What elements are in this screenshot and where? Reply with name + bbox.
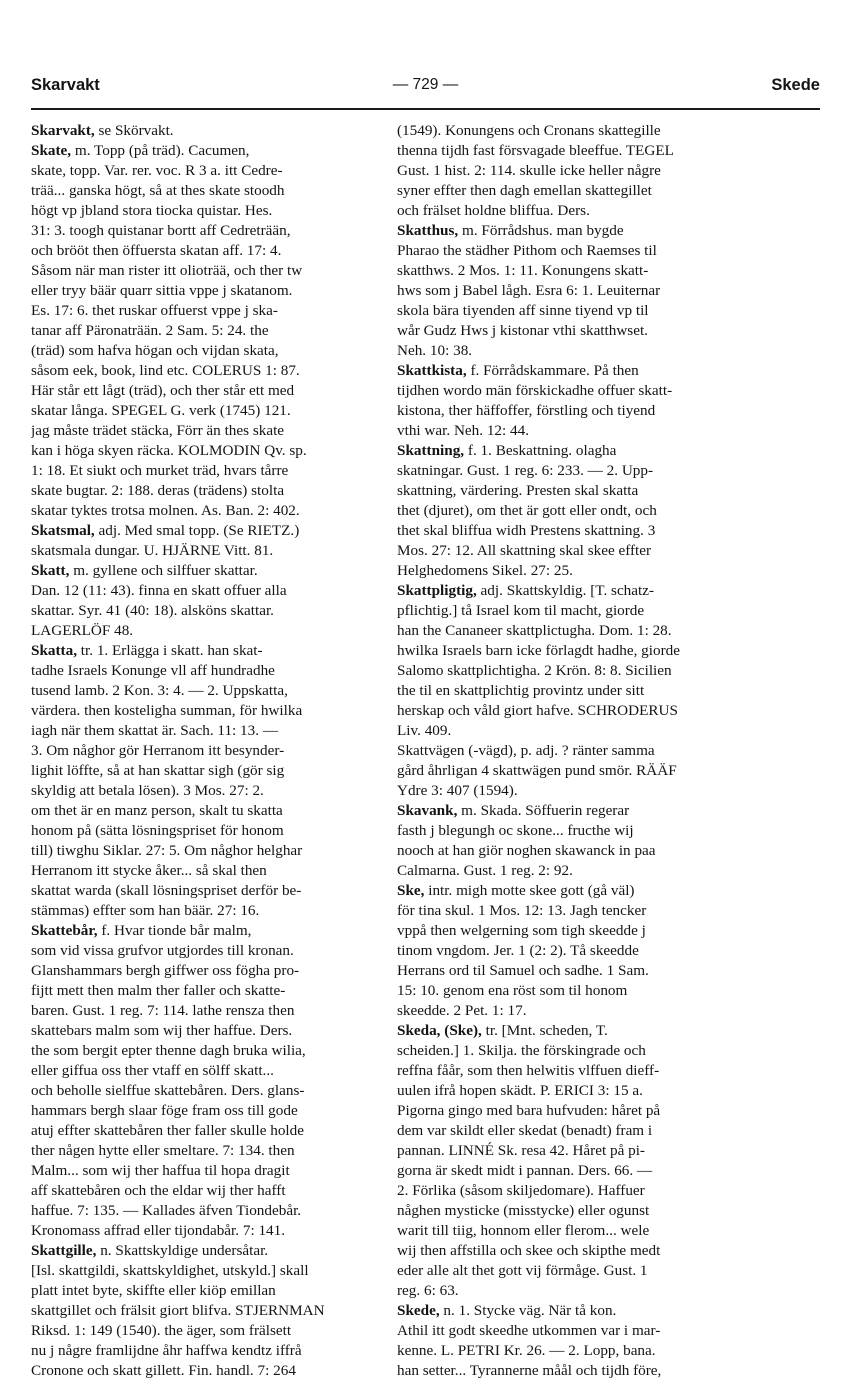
text-line: Gust. 1 hist. 2: 114. skulle icke heller någre: [397, 162, 661, 179]
text-line: warit till tiig, honnom eller flerom... wele: [397, 1222, 650, 1239]
text-line: någhen mysticke (misstycke) eller ogunst: [397, 1202, 650, 1219]
text-line: skattat warda (skall lösningspriset derför be-: [31, 882, 302, 899]
text-line: för tina skul. 1 Mos. 12: 13. Jagh tencker: [397, 902, 647, 919]
text-line: skattgillet och frälsit giort blifva. STJERNMAN: [31, 1302, 325, 1319]
headword: Skatthus,: [397, 222, 459, 239]
text-line: skyldig att betala lösen). 3 Mos. 27: 2.: [31, 782, 264, 799]
text-line: Skate, m. Topp (på träd). Cacumen,: [31, 142, 250, 159]
text-line: thet skal bliffua widh Prestens skattning. 3: [397, 522, 656, 539]
text-line: 1: 18. Et siukt och murket träd, hvars tårre: [31, 462, 289, 479]
text-line: gorna är skedt midt i pannan. Ders. 66. —: [397, 1162, 653, 1179]
text-line: Kronomass affrad eller tijondabår. 7: 141.: [31, 1222, 286, 1239]
text-line: skatningar. Gust. 1 reg. 6: 233. — 2. Upp-: [397, 462, 654, 479]
text-line: skate bugtar. 2: 188. deras (trädens) stolta: [31, 482, 285, 499]
text-line: och frälset holdne bliffua. Ders.: [397, 202, 590, 219]
text-line: Helghedomens Sikel. 27: 25.: [397, 562, 573, 579]
text-line: syner effter then dagh emellan skattegillet: [397, 182, 652, 199]
text-line: och beholle sielffue skattebåren. Ders. glans-: [31, 1082, 305, 1099]
text-line: Dan. 12 (11: 43). finna en skatt offuer alla: [31, 582, 287, 599]
text-line: fijtt mett then malm ther faller och skatte-: [31, 982, 286, 999]
text-line: platt intet byte, skiffte eller kiöp emillan: [31, 1282, 276, 1299]
text-line: kan i höga skyen räcka. KOLMODIN Qv. sp.: [31, 442, 307, 459]
text-line: Skattpligtig, adj. Skattskyldig. [T. schatz-: [397, 582, 655, 599]
text-line: Skarvakt, se Skörvakt.: [31, 122, 174, 139]
headword: Skede,: [397, 1302, 440, 1319]
text-line: högt vp jbland stora tiocka quistar. Hes.: [31, 202, 273, 219]
header-first-entry: Skarvakt: [31, 76, 100, 94]
text-line: thenna tijdh fast försvagade bleeffue. TEGEL: [397, 142, 674, 159]
text-line: trää... ganska högt, så at thes skate stoodh: [31, 182, 285, 199]
text-line: nu j någre framlijdne åhr haffwa kendtz iffrå: [31, 1342, 302, 1359]
text-line: reg. 6: 63.: [397, 1282, 459, 1299]
headword: Skavank,: [397, 802, 458, 819]
text-line: Skatt, m. gyllene och silffuer skattar.: [31, 562, 258, 579]
text-line: skeedde. 2 Pet. 1: 17.: [397, 1002, 527, 1019]
text-line: han the Cananeer skattplictugha. Dom. 1: 28.: [397, 622, 672, 639]
text-line: 3. Om någhor gör Herranom itt besynder-: [31, 742, 285, 759]
text-line: eller tryy bäär quarr sittia vppe j skatanom.: [31, 282, 293, 299]
text-line: Här står ett lågt (träd), och ther står ett med: [31, 382, 295, 399]
right-column: [397, 121, 765, 1381]
text-line: Liv. 409.: [397, 722, 452, 739]
text-line: eller giffua oss ther vtaff en sölff skatt...: [31, 1062, 274, 1079]
text-line: LAGERLÖF 48.: [31, 622, 134, 639]
text-line: wij then affstilla och skee och skipthe medt: [397, 1242, 661, 1259]
text-line: [Isl. skattgildi, skattskyldighet, utskyld.] skall: [31, 1262, 309, 1279]
text-line: vppå then welgerning som tigh skeedde j: [397, 922, 646, 939]
text-line: baren. Gust. 1 reg. 7: 114. lathe rensza then: [31, 1002, 295, 1019]
text-line: Skavank, m. Skada. Söffuerin regerar: [397, 802, 630, 819]
text-line: (träd) som hafva högan och vijdan skata,: [31, 342, 279, 359]
text-line: (1549). Konungens och Cronans skattegille: [397, 122, 661, 139]
text-line: eder alle alt thet gott vij förmåge. Gust. 1: [397, 1262, 648, 1279]
text-line: pflichtig.] tå Israel kom til macht, giorde: [397, 602, 645, 619]
text-line: tusend lamb. 2 Kon. 3: 4. — 2. Uppskatta,: [31, 682, 288, 699]
text-line: tijdhen wordo män förskickadhe offuer skatt-: [397, 382, 673, 399]
headword: Skarvakt,: [31, 122, 95, 139]
text-line: Skatthus, m. Förrådshus. man bygde: [397, 222, 624, 239]
text-line: haffue. 7: 135. — Kallades äfven Tiondebår.: [31, 1202, 302, 1219]
text-line: skattar. Syr. 41 (40: 18). alsköns skattar.: [31, 602, 274, 619]
text-line: Es. 17: 6. thet ruskar offuerst vppe j ska-: [31, 302, 278, 319]
text-line: 15: 10. genom ena röst som til honom: [397, 982, 628, 999]
text-line: till) tiwghu Siklar. 27: 5. Om någhor helghar: [31, 842, 303, 859]
text-line: Mos. 27: 12. All skattning skal skee effter: [397, 542, 652, 559]
text-line: och brööt then öffuersta skatan aff. 17: 4.: [31, 242, 282, 259]
text-line: scheiden.] 1. Skilja. the förskingrade och: [397, 1042, 646, 1059]
text-line: Skattkista, f. Förrådskammare. På then: [397, 362, 639, 379]
text-line: Ske, intr. migh motte skee gott (gå väl): [397, 882, 635, 899]
text-line: Neh. 10: 38.: [397, 342, 473, 359]
headword: Skattgille,: [31, 1242, 97, 1259]
text-line: Pharao the städher Pithom och Raemses til: [397, 242, 657, 259]
text-line: Salomo skattplichtigha. 2 Krön. 8: 8. Sicilien: [397, 662, 672, 679]
text-line: uulen ifrå hopen skädt. P. ERICI 3: 15 a.: [397, 1082, 643, 1099]
headword: Skatt,: [31, 562, 70, 579]
text-line: Pigorna gingo med bara hufvuden: håret på: [397, 1102, 661, 1119]
text-line: the som bergit epter thenne dagh bruka wilia,: [31, 1042, 306, 1059]
text-line: hammars bergh slaar föge fram oss till gode: [31, 1102, 298, 1119]
text-line: kenne. L. PETRI Kr. 26. — 2. Lopp, bana.: [397, 1342, 656, 1359]
text-line: om thet är en manz person, skalt tu skatta: [31, 802, 283, 819]
headword: Skattpligtig,: [397, 582, 477, 599]
headword: Skattebår,: [31, 922, 98, 939]
text-line: såsom eek, book, lind etc. COLERUS 1: 87.: [31, 362, 300, 379]
text-line: wår Gudz Hws j kistonar vthi skatthwset.: [397, 322, 648, 339]
text-line: 2. Förlika (såsom skiljedomare). Haffuer: [397, 1182, 645, 1199]
text-line: gård åhrligan 4 skattwägen pund smör. RÄÄF: [397, 762, 677, 779]
text-line: iagh när them skattat är. Sach. 11: 13. —: [31, 722, 279, 739]
text-line: skatar långa. SPEGEL G. verk (1745) 121.: [31, 402, 291, 419]
headword: Skatsmal,: [31, 522, 95, 539]
text-line: skatsmala dungar. U. HJÄRNE Vitt. 81.: [31, 542, 274, 559]
text-line: atuj effter skattebåren ther faller skulle holde: [31, 1122, 304, 1139]
text-line: pannan. LINNÉ Sk. resa 42. Håret på pi-: [397, 1142, 645, 1159]
text-line: jag måste trädet stäcka, Förr än thes skate: [31, 422, 285, 439]
text-line: skate, topp. Var. rer. voc. R 3 a. itt Cedre-: [31, 162, 283, 179]
text-line: aff skattebåren och the eldar wij ther hafft: [31, 1182, 286, 1199]
text-line: ther någen hytte eller smeltare. 7: 134. then: [31, 1142, 295, 1159]
headword: Skattning,: [397, 442, 465, 459]
text-line: fasth j blegungh oc skone... fructhe wij: [397, 822, 634, 839]
running-header: [31, 72, 820, 100]
headword: Skeda, (Ske),: [397, 1022, 482, 1039]
text-line: Riksd. 1: 149 (1540). the äger, som frälsett: [31, 1322, 292, 1339]
text-line: Herrans ord til Samuel och sadhe. 1 Sam.: [397, 962, 649, 979]
text-line: han setter... Tyrannerne måål och tijdh före,: [397, 1362, 662, 1379]
text-line: Skattgille, n. Skattskyldige undersåtar.: [31, 1242, 269, 1259]
header-last-entry: Skede: [771, 76, 820, 94]
text-line: Skatta, tr. 1. Erlägga i skatt. han skat-: [31, 642, 263, 659]
text-line: Skattebår, f. Hvar tionde bår malm,: [31, 922, 252, 939]
text-line: 31: 3. toogh quistanar bortt aff Cedreträän,: [31, 222, 291, 239]
text-line: skattning, värdering. Presten skal skatta: [397, 482, 639, 499]
headword: Skattkista,: [397, 362, 467, 379]
text-line: värdera. then kosteligha summan, för hwilka: [31, 702, 303, 719]
page-number: — 729 —: [392, 76, 459, 93]
text-line: tinom vngdom. Jer. 1 (2: 2). Tå skeedde: [397, 942, 639, 959]
text-line: Athil itt godt skeedhe utkommen var i mar-: [397, 1322, 661, 1339]
text-line: thet (djuret), om thet är gott eller ondt, och: [397, 502, 657, 519]
text-line: tanar aff Päronaträän. 2 Sam. 5: 24. the: [31, 322, 269, 339]
text-line: Ydre 3: 407 (1594).: [397, 782, 518, 799]
text-line: dem var skildt eller skedat (benadt) fram i: [397, 1122, 653, 1139]
text-line: kistona, ther häffoffer, förstling och tiyend: [397, 402, 656, 419]
text-line: Glanshammars bergh giffwer oss fögha pro-: [31, 962, 300, 979]
text-line: Såsom när man rister itt olioträä, och ther tw: [31, 262, 303, 279]
text-line: Skatsmal, adj. Med smal topp. (Se RIETZ.): [31, 522, 300, 539]
text-line: Skattning, f. 1. Beskattning. olagha: [397, 442, 617, 459]
text-line: herskap och våld giort hafve. SCHRODERUS: [397, 702, 678, 719]
text-line: tadhe Israels Konunge vll aff hundradhe: [31, 662, 275, 679]
left-column: [31, 121, 399, 1381]
text-line: lighit löffte, så at han skattar sigh (gör sig: [31, 762, 285, 779]
headword: Ske,: [397, 882, 425, 899]
text-line: Malm... som wij ther haffua til hopa dragit: [31, 1162, 290, 1179]
text-line: the til en skattplichtig provintz under sitt: [397, 682, 645, 699]
text-line: skattebars malm som wij ther haffue. Ders.: [31, 1022, 293, 1039]
text-line: Calmarna. Gust. 1 reg. 2: 92.: [397, 862, 573, 879]
text-line: som vid vissa grufvor utgjordes till kronan.: [31, 942, 294, 959]
text-line: reffna fåår, som then helwitis vlffuen dieff-: [397, 1062, 660, 1079]
text-line: Herranom itt stycke åker... så skal then: [31, 862, 267, 879]
text-line: stämmas) effter som han bäär. 27: 16.: [31, 902, 260, 919]
text-line: Skede, n. 1. Stycke väg. När tå kon.: [397, 1302, 617, 1319]
text-line: skatthws. 2 Mos. 1: 11. Konungens skatt-: [397, 262, 649, 279]
text-line: skatar tyktes trotsa molnen. As. Ban. 2: 402.: [31, 502, 300, 519]
headword: Skatta,: [31, 642, 77, 659]
header-rule: [31, 108, 820, 110]
text-line: nooch at han giör noghen skawanck in paa: [397, 842, 656, 859]
text-line: vthi war. Neh. 12: 44.: [397, 422, 530, 439]
text-line: hws som j Babel lågh. Esra 6: 1. Leuiternar: [397, 282, 661, 299]
text-line: Skattvägen (-vägd), p. adj. ? ränter samma: [397, 742, 655, 759]
headword: Skate,: [31, 142, 72, 159]
text-line: hwilka Israels barn icke förlagdt hadhe, giorde: [397, 642, 680, 659]
text-line: Cronone och skatt gillett. Fin. handl. 7: 264: [31, 1362, 296, 1379]
text-line: honom på (sätta lösningspriset för honom: [31, 822, 284, 839]
text-line: Skeda, (Ske), tr. [Mnt. scheden, T.: [397, 1022, 608, 1039]
text-line: skola bära tiyenden aff sinne tiyend vp til: [397, 302, 649, 319]
